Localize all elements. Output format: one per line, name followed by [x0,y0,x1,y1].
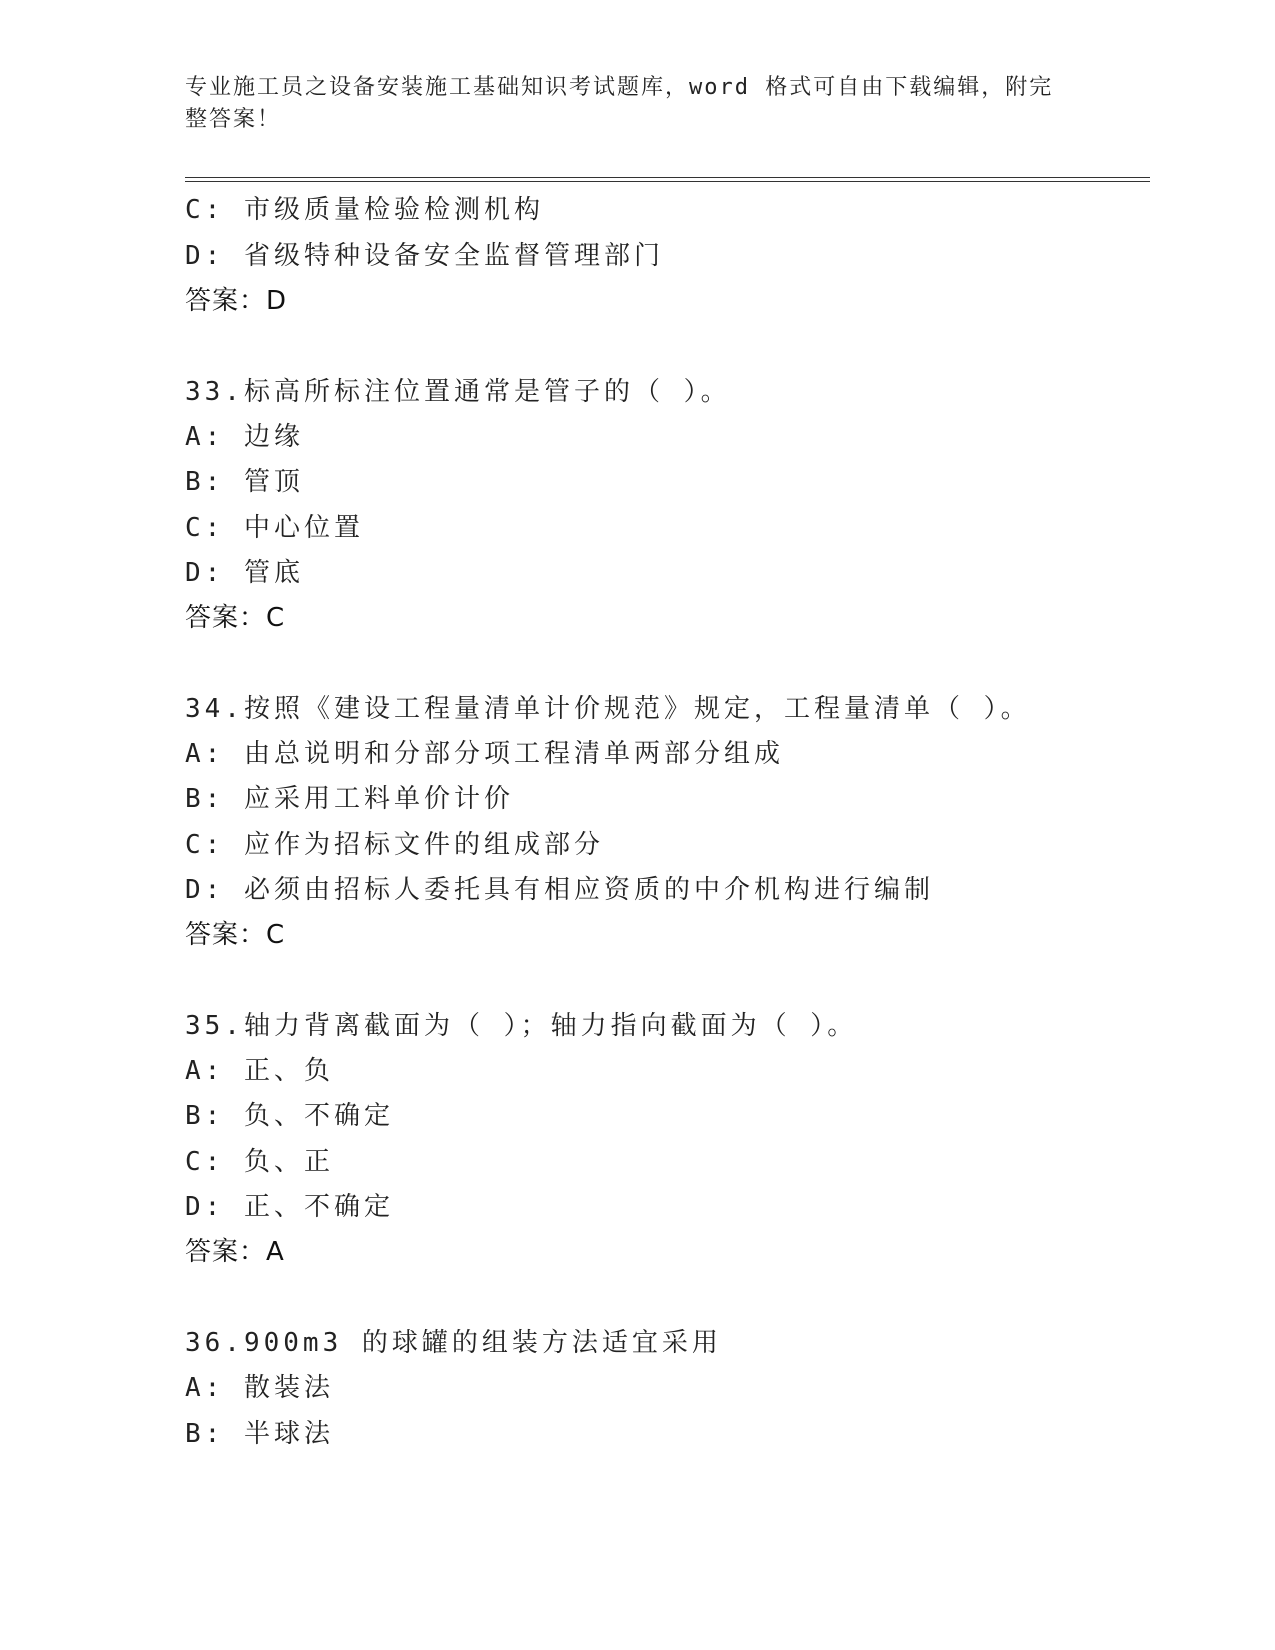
option-line: A: 散装法 [185,1373,334,1403]
option-line: D: 省级特种设备安全监督管理部门 [185,241,664,271]
option-line: B: 半球法 [185,1419,334,1449]
option-line: D: 正、不确定 [185,1192,394,1222]
answer-line: 答案：A [185,1237,285,1267]
option-line: A: 正、负 [185,1056,334,1086]
document-header: 专业施工员之设备安装施工基础知识考试题库，word 格式可自由下载编辑，附完整答案！ [185,75,1054,132]
option-line: A: 边缘 [185,422,304,452]
question-stem: 34.按照《建设工程量清单计价规范》规定，工程量清单（ ）。 [185,694,1031,724]
option-line: B: 管顶 [185,467,304,497]
question-stem: 33.标高所标注位置通常是管子的（ ）。 [185,377,731,407]
header-divider-top [185,177,1150,178]
header-divider-bottom [185,181,1150,182]
option-line: A: 由总说明和分部分项工程清单两部分组成 [185,739,784,769]
question-stem: 36.900m3 的球罐的组装方法适宜采用 [185,1328,722,1358]
answer-line: 答案：C [185,920,286,950]
option-line: D: 必须由招标人委托具有相应资质的中介机构进行编制 [185,875,934,905]
option-line: D: 管底 [185,558,304,588]
option-line: B: 应采用工料单价计价 [185,784,514,814]
option-line: C: 负、正 [185,1147,334,1177]
option-line: C: 应作为招标文件的组成部分 [185,830,604,860]
question-stem: 35.轴力背离截面为（ ）；轴力指向截面为（ ）。 [185,1011,858,1041]
option-line: C: 市级质量检验检测机构 [185,195,544,225]
option-line: B: 负、不确定 [185,1101,394,1131]
option-line: C: 中心位置 [185,513,364,543]
answer-line: 答案：C [185,603,286,633]
answer-line: 答案：D [185,286,288,316]
